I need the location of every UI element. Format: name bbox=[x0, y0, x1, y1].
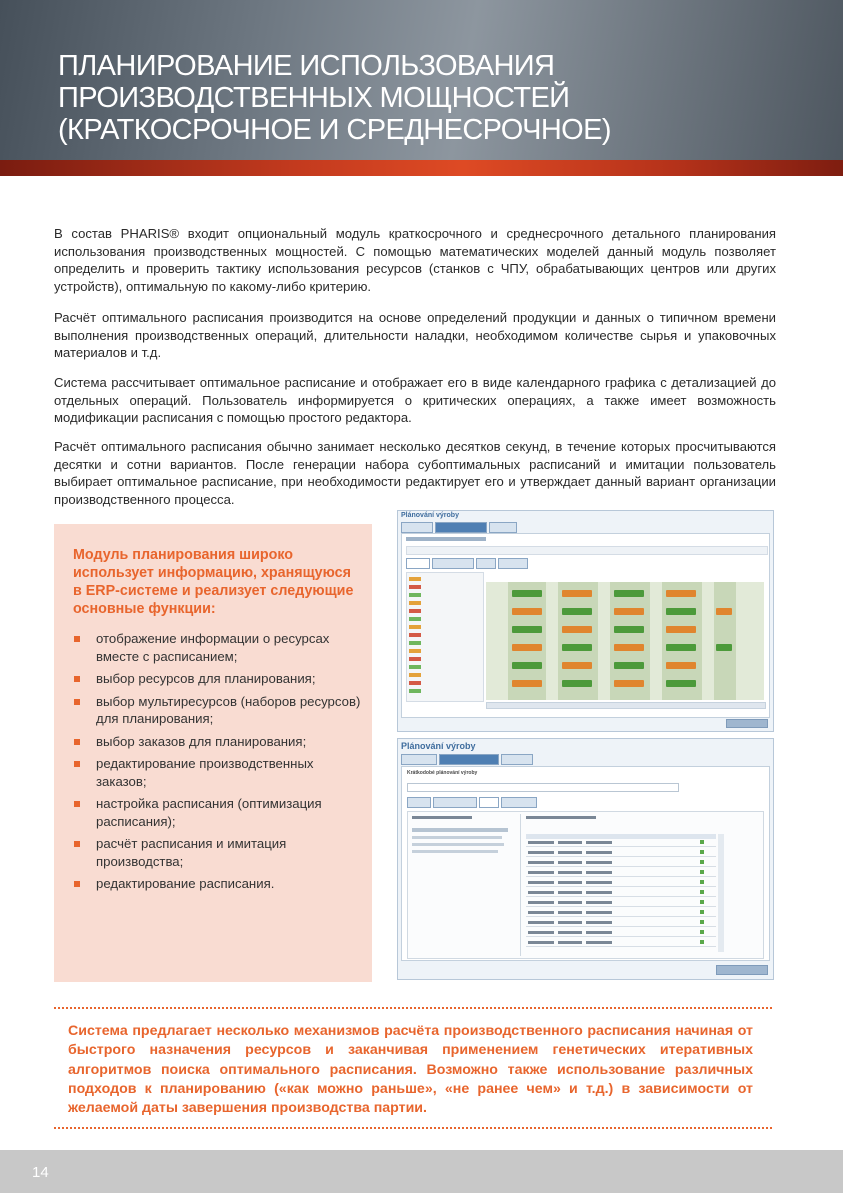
table-row bbox=[526, 906, 716, 907]
list-item bbox=[72, 875, 364, 893]
table-cell bbox=[586, 881, 612, 884]
list-item-text: расчёт расписания и имитация производства; bbox=[96, 836, 287, 869]
table-cell bbox=[528, 881, 554, 884]
paragraph-2: Расчёт оптимального расписания производится на основе определений продукции и данных о типичном времени выполнения производственных операций, длительности наладки, необходимом количестве сырья и упаковочных материалов и т.д. bbox=[54, 310, 776, 361]
tab bbox=[433, 797, 477, 808]
resource-row bbox=[409, 577, 421, 581]
table-cell bbox=[528, 871, 554, 874]
screenshot-title: Plánování výroby bbox=[401, 741, 476, 751]
resource-row bbox=[409, 641, 421, 645]
gantt-day bbox=[546, 582, 558, 700]
list-item-text: редактирование расписания. bbox=[96, 876, 275, 891]
bullet-icon bbox=[74, 699, 80, 705]
gantt-bar bbox=[716, 644, 732, 651]
gantt-bar bbox=[512, 644, 542, 651]
left-list-item bbox=[412, 836, 502, 839]
gantt-bar bbox=[512, 590, 542, 597]
status-flags bbox=[700, 840, 704, 948]
list-item bbox=[72, 755, 364, 790]
list-item bbox=[72, 795, 364, 830]
table-row bbox=[526, 886, 716, 887]
gantt-bar bbox=[562, 626, 592, 633]
table-cell bbox=[558, 841, 582, 844]
left-list-item bbox=[412, 828, 508, 832]
gantt-bar bbox=[614, 662, 644, 669]
screenshot-action-button bbox=[716, 965, 768, 975]
table-cell bbox=[586, 921, 612, 924]
resource-row bbox=[409, 649, 421, 653]
screenshot-title: Plánování výroby bbox=[401, 512, 459, 519]
list-item-text: редактирование производственных заказов; bbox=[96, 756, 314, 789]
left-list-heading bbox=[412, 816, 472, 819]
gantt-day bbox=[736, 582, 764, 700]
functions-list bbox=[72, 630, 364, 898]
inner-tabs bbox=[407, 797, 537, 806]
table-scrollbar bbox=[718, 834, 724, 952]
gantt-bar bbox=[614, 644, 644, 651]
gantt-bar bbox=[562, 680, 592, 687]
table-row bbox=[526, 936, 716, 937]
panel-divider bbox=[520, 814, 521, 956]
functions-heading: Модуль планирования широко использует информацию, хранящуюся в ERP-системе и реализует следующие основные функции: bbox=[73, 547, 354, 617]
gantt-bar bbox=[562, 662, 592, 669]
tab bbox=[406, 558, 430, 569]
gantt-bar bbox=[716, 608, 732, 615]
pane-heading bbox=[406, 537, 486, 541]
orders-heading bbox=[526, 816, 596, 819]
table-row bbox=[526, 856, 716, 857]
orders-table-header bbox=[526, 834, 716, 839]
table-cell bbox=[586, 931, 612, 934]
table-row bbox=[526, 876, 716, 877]
gantt-bar bbox=[512, 626, 542, 633]
table-cell bbox=[586, 871, 612, 874]
orders-panel bbox=[407, 811, 764, 959]
table-cell bbox=[586, 861, 612, 864]
tab bbox=[501, 797, 537, 808]
screenshot-pane bbox=[401, 766, 770, 961]
tab bbox=[401, 522, 433, 533]
list-item-text: выбор мультиресурсов (наборов ресурсов) для планирования; bbox=[96, 693, 361, 726]
gantt-day bbox=[598, 582, 610, 700]
left-list-item bbox=[412, 850, 498, 853]
gantt-bar bbox=[666, 626, 696, 633]
list-item bbox=[72, 630, 364, 665]
list-item-text: отображение информации о ресурсах вместе с расписанием; bbox=[96, 631, 330, 664]
table-cell bbox=[528, 851, 554, 854]
gantt-bar bbox=[614, 608, 644, 615]
gantt-bar bbox=[666, 644, 696, 651]
tab bbox=[479, 797, 499, 808]
planning-gantt-screenshot bbox=[397, 510, 774, 732]
gantt-bar bbox=[666, 680, 696, 687]
table-cell bbox=[558, 861, 582, 864]
tab bbox=[407, 797, 431, 808]
page-footer bbox=[0, 1150, 843, 1193]
table-cell bbox=[558, 871, 582, 874]
note-bottom-divider bbox=[54, 1127, 772, 1129]
table-row bbox=[526, 946, 716, 947]
resource-row bbox=[409, 673, 421, 677]
tab bbox=[501, 754, 533, 765]
bullet-icon bbox=[74, 801, 80, 807]
bullet-icon bbox=[74, 739, 80, 745]
resource-row bbox=[409, 601, 421, 605]
gantt-bar bbox=[562, 590, 592, 597]
table-cell bbox=[558, 941, 582, 944]
table-cell bbox=[528, 891, 554, 894]
bullet-icon bbox=[74, 841, 80, 847]
resource-row bbox=[409, 633, 421, 637]
tab bbox=[498, 558, 528, 569]
bullet-icon bbox=[74, 636, 80, 642]
gantt-bar bbox=[512, 680, 542, 687]
list-item bbox=[72, 670, 364, 688]
bullet-icon bbox=[74, 881, 80, 887]
paragraph-3: Система рассчитывает оптимальное расписание и отображает его в виде календарного графика с детализацией до отдельных операций. Пользователь информируется о критических операциях, а также имеет возможность модификации расписания с помощью простого редактора. bbox=[54, 375, 776, 426]
table-cell bbox=[528, 931, 554, 934]
table-cell bbox=[528, 861, 554, 864]
resource-list bbox=[406, 572, 484, 702]
filter-bar bbox=[406, 546, 768, 555]
resource-row bbox=[409, 617, 421, 621]
selector-field bbox=[407, 783, 679, 792]
resource-row bbox=[409, 585, 421, 589]
screenshot-tabs bbox=[401, 522, 517, 531]
gantt-bar bbox=[512, 662, 542, 669]
gantt-bar bbox=[666, 590, 696, 597]
resource-row bbox=[409, 689, 421, 693]
table-cell bbox=[558, 851, 582, 854]
table-cell bbox=[558, 921, 582, 924]
page-header bbox=[0, 0, 843, 160]
table-cell bbox=[558, 881, 582, 884]
table-cell bbox=[528, 941, 554, 944]
screenshot-pane bbox=[401, 533, 770, 718]
gantt-bar bbox=[614, 680, 644, 687]
table-cell bbox=[586, 851, 612, 854]
resource-row bbox=[409, 625, 421, 629]
paragraph-4: Расчёт оптимального расписания обычно занимает несколько десятков секунд, в течение которых просчитываются десятки и сотни вариантов. После генерации набора субоптимальных расписаний и имитации пользователь выбирает оптимальное расписание, при необходимости редактирует его и утверждает данный вариант организации производственного процесса. bbox=[54, 439, 776, 507]
tab bbox=[439, 754, 499, 765]
tab bbox=[401, 754, 437, 765]
gantt-bar bbox=[666, 662, 696, 669]
resource-row bbox=[409, 609, 421, 613]
tab bbox=[489, 522, 517, 533]
table-cell bbox=[586, 891, 612, 894]
table-cell bbox=[558, 901, 582, 904]
table-cell bbox=[558, 931, 582, 934]
table-cell bbox=[528, 841, 554, 844]
list-item bbox=[72, 733, 364, 751]
resource-row bbox=[409, 593, 421, 597]
screenshot-subtitle: Krátkodobé plánování výroby bbox=[407, 770, 478, 776]
table-cell bbox=[586, 901, 612, 904]
screenshot-tabs bbox=[401, 754, 533, 763]
table-row bbox=[526, 896, 716, 897]
gantt-scrollbar bbox=[486, 702, 766, 709]
screenshot-action-button bbox=[726, 719, 768, 728]
resource-row bbox=[409, 665, 421, 669]
table-cell bbox=[558, 891, 582, 894]
tab bbox=[476, 558, 496, 569]
bullet-icon bbox=[74, 676, 80, 682]
resource-row bbox=[409, 681, 421, 685]
header-accent-band bbox=[0, 160, 843, 176]
page-number: 14 bbox=[32, 1164, 49, 1181]
bullet-icon bbox=[74, 761, 80, 767]
table-row bbox=[526, 916, 716, 917]
table-cell bbox=[528, 901, 554, 904]
gantt-day bbox=[650, 582, 662, 700]
table-row bbox=[526, 926, 716, 927]
gantt-bar bbox=[562, 644, 592, 651]
resource-row bbox=[409, 657, 421, 661]
tab bbox=[435, 522, 487, 533]
gantt-day bbox=[486, 582, 508, 700]
table-cell bbox=[528, 921, 554, 924]
gantt-area bbox=[486, 582, 764, 700]
page-title: ПЛАНИРОВАНИЕ ИСПОЛЬЗОВАНИЯ ПРОИЗВОДСТВЕННЫХ МОЩНОСТЕЙ (КРАТКОСРОЧНОЕ И СРЕДНЕСРОЧНОЕ) bbox=[58, 50, 611, 146]
table-row bbox=[526, 846, 716, 847]
table-cell bbox=[528, 911, 554, 914]
gantt-bar bbox=[614, 626, 644, 633]
paragraph-1: В состав PHARIS® входит опциональный модуль краткосрочного и среднесрочного детального планирования использования производственных мощностей. С помощью математических моделей данный модуль позволяет определить и проверить тактику использования ресурсов (станков с ЧПУ, обрабатывающих центров или других устройств), оптимальную по какому-либо критерию. bbox=[54, 226, 776, 294]
tab bbox=[432, 558, 474, 569]
list-item-text: выбор ресурсов для планирования; bbox=[96, 671, 316, 686]
list-item bbox=[72, 835, 364, 870]
gantt-day bbox=[702, 582, 714, 700]
gantt-bar bbox=[562, 608, 592, 615]
table-cell bbox=[586, 911, 612, 914]
gantt-bar bbox=[512, 608, 542, 615]
left-list-item bbox=[412, 843, 504, 846]
list-item-text: выбор заказов для планирования; bbox=[96, 733, 307, 749]
note-top-divider bbox=[54, 1007, 772, 1009]
table-row bbox=[526, 866, 716, 867]
gantt-bar bbox=[666, 608, 696, 615]
functions-box bbox=[54, 524, 372, 982]
table-cell bbox=[558, 911, 582, 914]
gantt-bar bbox=[614, 590, 644, 597]
table-cell bbox=[586, 841, 612, 844]
inner-tabs bbox=[406, 558, 528, 567]
table-cell bbox=[586, 941, 612, 944]
highlight-note: Система предлагает несколько механизмов расчёта производственного расписания начиная от быстрого назначения ресурсов и заканчивая применением генетических итеративных алгоритмов поиска оптимального расписания. Возможно также использование различных подходов к планированию («как можно раньше», «не ранее чем» и т.д.) в зависимости от желаемой даты завершения производства партии. bbox=[68, 1023, 753, 1117]
list-item bbox=[72, 693, 364, 728]
orders-screenshot bbox=[397, 738, 774, 980]
list-item-text: настройка расписания (оптимизация расписания); bbox=[96, 796, 322, 829]
